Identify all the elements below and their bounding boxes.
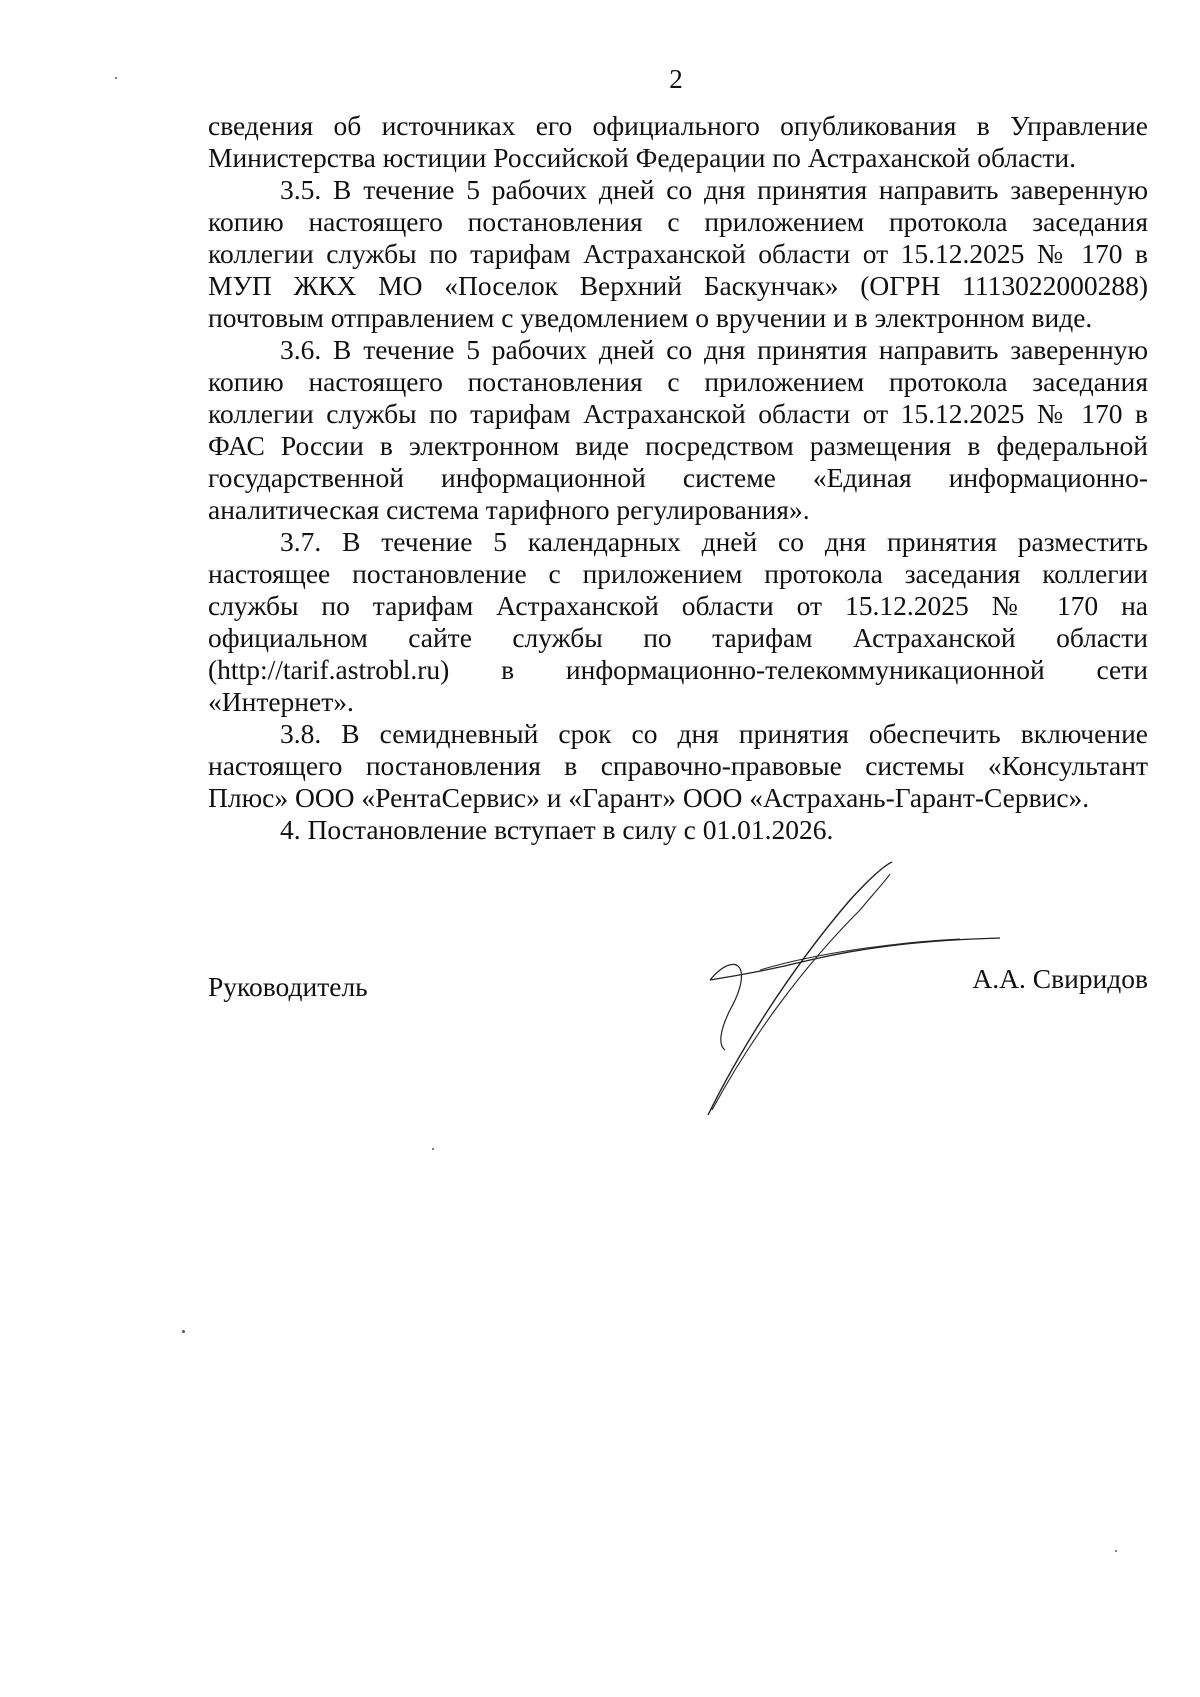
scan-speck xyxy=(115,77,117,79)
paragraph-3-7: 3.7. В течение 5 календарных дней со дня принятия разместить настоящее постановление с приложением протокола заседания коллегии службы по тарифам Астраханской области от 15.12.2025 № 170 на официальном сайте службы по тарифам Астраханской области (http://tarif.astrobl.ru) в информационно-телекоммуникационной сети «Интернет». xyxy=(208,526,1148,717)
signatory-name: А.А. Свиридов xyxy=(972,963,1148,994)
scan-speck xyxy=(1115,1550,1117,1552)
paragraph-3-8: 3.8. В семидневный срок со дня принятия обеспечить включение настоящего постановления в справочно-правовые системы «Консультант Плюс» ООО «РентаСервис» и «Гарант» ООО «Астрахань-Гарант-Сервис». xyxy=(208,718,1148,813)
paragraph-4: 4. Постановление вступает в силу с 01.01.2026. xyxy=(280,814,834,845)
signatory-position: Руководитель xyxy=(208,971,368,1002)
page-number: 2 xyxy=(669,64,683,94)
paragraph-3-6: 3.6. В течение 5 рабочих дней со дня принятия направить заверенную копию настоящего постановления с приложением протокола заседания коллегии службы по тарифам Астраханской области от 15.12.2025 № 170 в ФАС России в электронном виде посредством размещения в федеральной государственной информационной системе «Единая информационно-аналитическая система тарифного регулирования». xyxy=(208,334,1148,525)
handwritten-signature xyxy=(700,860,1020,1120)
paragraph-3-5: 3.5. В течение 5 рабочих дней со дня принятия направить заверенную копию настоящего постановления с приложением протокола заседания коллегии службы по тарифам Астраханской области от 15.12.2025 № 170 в МУП ЖКХ МО «Поселок Верхний Баскунчак» (ОГРН 1113022000288) почтовым отправлением с уведомлением о вручении и в электронном виде. xyxy=(208,174,1148,333)
paragraph-continuation: сведения об источниках его официального опубликования в Управление Министерства юстиции Российской Федерации по Астраханской области. xyxy=(208,110,1148,173)
scan-speck xyxy=(182,1330,185,1333)
scan-speck xyxy=(432,1148,434,1150)
document-body xyxy=(208,110,1148,846)
